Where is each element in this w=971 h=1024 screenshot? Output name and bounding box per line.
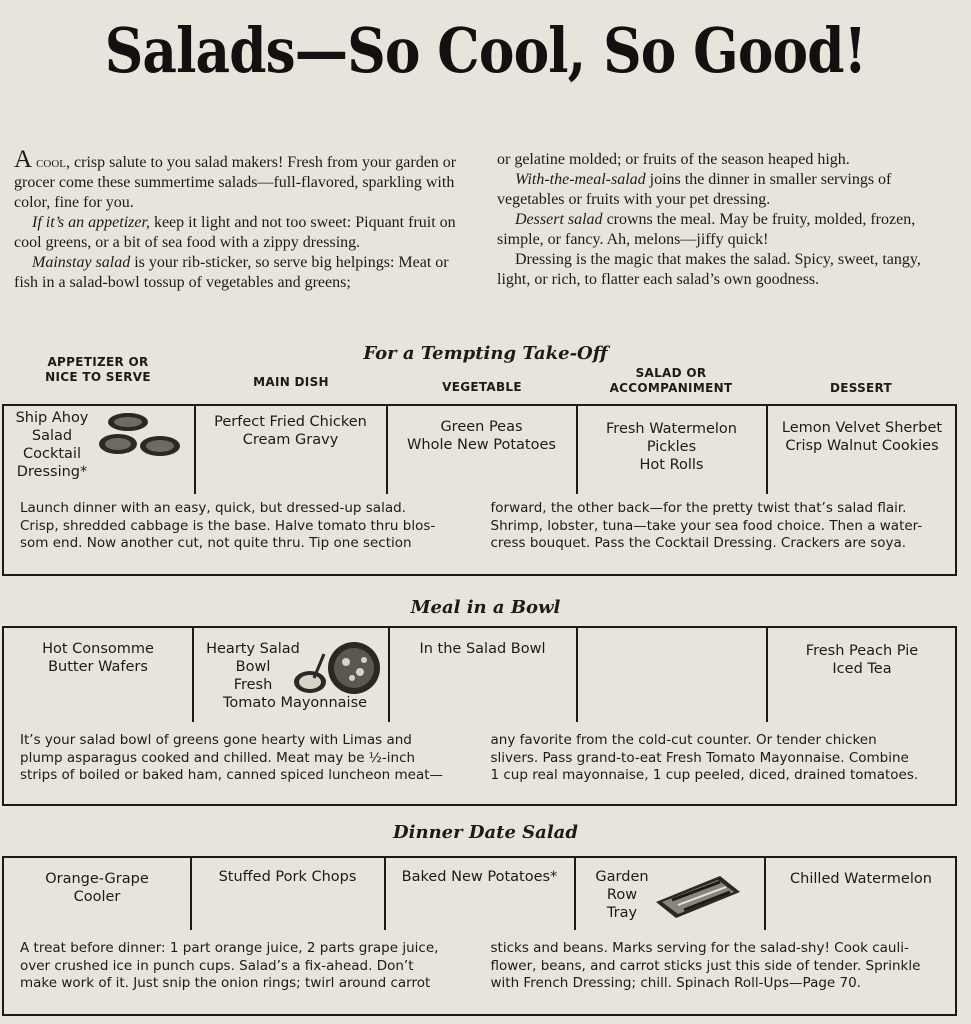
description-line: forward, the other back—for the pretty twist that’s salad flair. <box>490 500 907 516</box>
intro-p5-text: joins the dinner in smaller servings of vegetables or fruits with your pet dressing. <box>497 171 892 208</box>
menu-item: Ship Ahoy <box>15 410 89 426</box>
description-line: Shrimp, lobster, tuna—take your sea food choice. Then a water- <box>490 517 923 534</box>
menu-item: Lemon Velvet Sherbet <box>781 420 943 436</box>
intro-text <box>14 146 958 293</box>
header-appetizer <box>10 355 186 385</box>
intro-right-column <box>497 150 958 293</box>
menu-item: Pickles <box>646 439 697 455</box>
description-right <box>491 732 940 785</box>
description-right <box>491 940 940 993</box>
menu-2-box <box>2 626 957 806</box>
intro-paragraph-1 <box>14 146 475 213</box>
menu-item: Tomato Mayonnaise <box>223 695 368 711</box>
header-salad-line-2: ACCOMPANIMENT <box>609 381 733 395</box>
menu-3-appetizer <box>4 858 190 930</box>
drop-cap: A <box>14 146 33 173</box>
menu-3-vegetable <box>385 858 574 930</box>
menu-item: Iced Tea <box>832 661 892 677</box>
intro-small-caps: cool, <box>36 154 71 171</box>
menu-item: Fresh <box>233 677 273 693</box>
header-salad-line-1: SALAD OR <box>635 366 707 380</box>
menu-1-dessert <box>767 406 957 494</box>
menu-item: Row <box>606 887 638 903</box>
description-line: make work of it. Just snip the onion rings; twirl around carrot <box>20 975 431 991</box>
menu-item: Chilled Watermelon <box>790 871 932 887</box>
menu-2-vegetable <box>389 628 576 722</box>
menu-1-appetizer <box>4 406 100 494</box>
menu-item: Cooler <box>73 889 121 905</box>
description-line: It’s your salad bowl of greens gone hearty with Limas and <box>20 732 412 748</box>
menu-item: Hot Rolls <box>639 457 704 473</box>
intro-p3-text: is your rib-sticker, so serve big helpings: Meat or fish in a salad-bowl tossup of vegetables and greens; <box>14 254 449 291</box>
intro-paragraph-2 <box>14 213 475 253</box>
description-line: strips of boiled or baked ham, canned spiced luncheon meat— <box>20 767 444 783</box>
menu-item: Salad <box>31 428 73 444</box>
intro-p3-italic: Mainstay salad <box>32 254 131 271</box>
menu-item: Baked New Potatoes* <box>401 869 558 885</box>
menu-3-cells <box>4 858 955 930</box>
header-salad <box>578 366 764 396</box>
description-line: 1 cup real mayonnaise, 1 cup peeled, diced, drained tomatoes. <box>490 767 919 783</box>
description-line: flower, beans, and carrot sticks just this side of tender. Sprinkle <box>490 957 921 974</box>
intro-paragraph-5 <box>497 170 958 210</box>
menu-item: Butter Wafers <box>48 659 148 675</box>
menu-3-description <box>4 930 955 993</box>
menu-item: Hearty Salad <box>206 641 300 657</box>
description-left <box>20 500 469 553</box>
menu-item: Whole New Potatoes <box>407 437 556 453</box>
header-main-dish: MAIN DISH <box>253 375 329 389</box>
description-line: with French Dressing; chill. Spinach Roll-Ups—Page 70. <box>490 975 861 991</box>
menu-item: Fresh Peach Pie <box>805 643 919 659</box>
menu-1-salad <box>577 406 766 494</box>
intro-paragraph-4: or gelatine molded; or fruits of the season heaped high. <box>497 151 850 168</box>
intro-p6-italic: Dessert salad <box>515 211 603 228</box>
menu-1-box <box>2 404 957 576</box>
description-line: over crushed ice in punch cups. Salad’s a fix-ahead. Don’t <box>20 957 414 974</box>
menu-item: Fresh Watermelon <box>606 421 737 437</box>
menu-item: Dressing* <box>16 464 88 480</box>
menu-item: Green Peas <box>440 419 523 435</box>
intro-p1-text: crisp salute to you salad makers! Fresh from your garden or grocer come these summertime salads—full-flavored, sparkling with color, fine for you. <box>14 154 457 211</box>
menu-3-title: Dinner Date Salad <box>393 822 578 843</box>
description-line: Crisp, shredded cabbage is the base. Halve tomato thru blos- <box>20 517 436 534</box>
relish-tray-illustration <box>650 872 744 922</box>
description-left <box>20 732 469 785</box>
menu-1-vegetable <box>387 406 576 494</box>
menu-item: Tray <box>606 905 638 921</box>
menu-item: Cocktail <box>23 446 81 462</box>
menu-1-cells <box>4 406 955 494</box>
intro-p5-italic: With-the-meal-salad <box>515 171 646 188</box>
description-line: cress bouquet. Pass the Cocktail Dressing. Crackers are soya. <box>490 535 907 551</box>
intro-paragraph-3 <box>14 253 475 293</box>
menu-item: Hot Consomme <box>42 641 154 657</box>
description-line: som end. Now another cut, not quite thru. Tip one section <box>20 535 412 551</box>
description-line: plump asparagus cooked and chilled. Meat may be ½-inch <box>20 749 416 766</box>
page-title: Salads—So Cool, So Good! <box>104 14 867 87</box>
description-line: sticks and beans. Marks serving for the salad-shy! Cook cauli- <box>490 940 909 956</box>
header-dessert: DESSERT <box>829 381 893 395</box>
divider <box>576 628 578 722</box>
menu-2-description <box>4 722 955 785</box>
menu-2-appetizer <box>4 628 192 722</box>
header-appetizer-line-1: APPETIZER OR <box>47 355 149 369</box>
intro-p6-text: crowns the meal. May be fruity, molded, frozen, simple, or fancy. Ah, melons—jiffy quick! <box>497 211 916 248</box>
menu-item: Stuffed Pork Chops <box>218 869 357 885</box>
cocktail-glasses-illustration <box>98 410 184 460</box>
menu-2-title: Meal in a Bowl <box>410 597 561 618</box>
description-left <box>20 940 469 993</box>
menu-3-box <box>2 856 957 1016</box>
menu-3-dessert <box>765 858 957 930</box>
salad-bowl-illustration <box>290 640 384 700</box>
description-right <box>491 500 940 553</box>
header-appetizer-line-2: NICE TO SERVE <box>45 370 151 384</box>
description-line: Launch dinner with an easy, quick, but dressed-up salad. <box>20 500 406 516</box>
menu-item: Garden <box>595 869 649 885</box>
intro-paragraph-6 <box>497 210 958 250</box>
menu-item: In the Salad Bowl <box>419 641 546 657</box>
menu-item: Cream Gravy <box>242 432 339 448</box>
intro-paragraph-7: Dressing is the magic that makes the salad. Spicy, sweet, tangy, light, or rich, to flatter each salad’s own goodness. <box>497 251 921 288</box>
menu-3-main-dish <box>191 858 384 930</box>
description-line: A treat before dinner: 1 part orange juice, 2 parts grape juice, <box>20 940 439 956</box>
menu-2-dessert <box>767 628 957 722</box>
menu-1-title: For a Tempting Take-Off <box>363 343 608 364</box>
menu-1-description <box>4 494 955 553</box>
menu-item: Perfect Fried Chicken <box>214 414 367 430</box>
column-headers <box>0 355 971 400</box>
intro-p2-italic: If it’s an appetizer, <box>32 214 150 231</box>
menu-2-cells <box>4 628 955 722</box>
menu-item: Bowl <box>235 659 271 675</box>
intro-p2-text: keep it light and not too sweet: Piquant fruit on cool greens, or a bit of sea food with a zippy dressing. <box>14 214 456 251</box>
menu-item: Crisp Walnut Cookies <box>785 438 939 454</box>
menu-item: Orange-Grape <box>45 871 149 887</box>
header-vegetable: VEGETABLE <box>442 380 522 394</box>
description-line: any favorite from the cold-cut counter. Or tender chicken <box>490 732 877 748</box>
description-line: slivers. Pass grand-to-eat Fresh Tomato Mayonnaise. Combine <box>490 749 909 766</box>
menu-1-main-dish <box>195 406 386 494</box>
intro-left-column <box>14 146 475 293</box>
